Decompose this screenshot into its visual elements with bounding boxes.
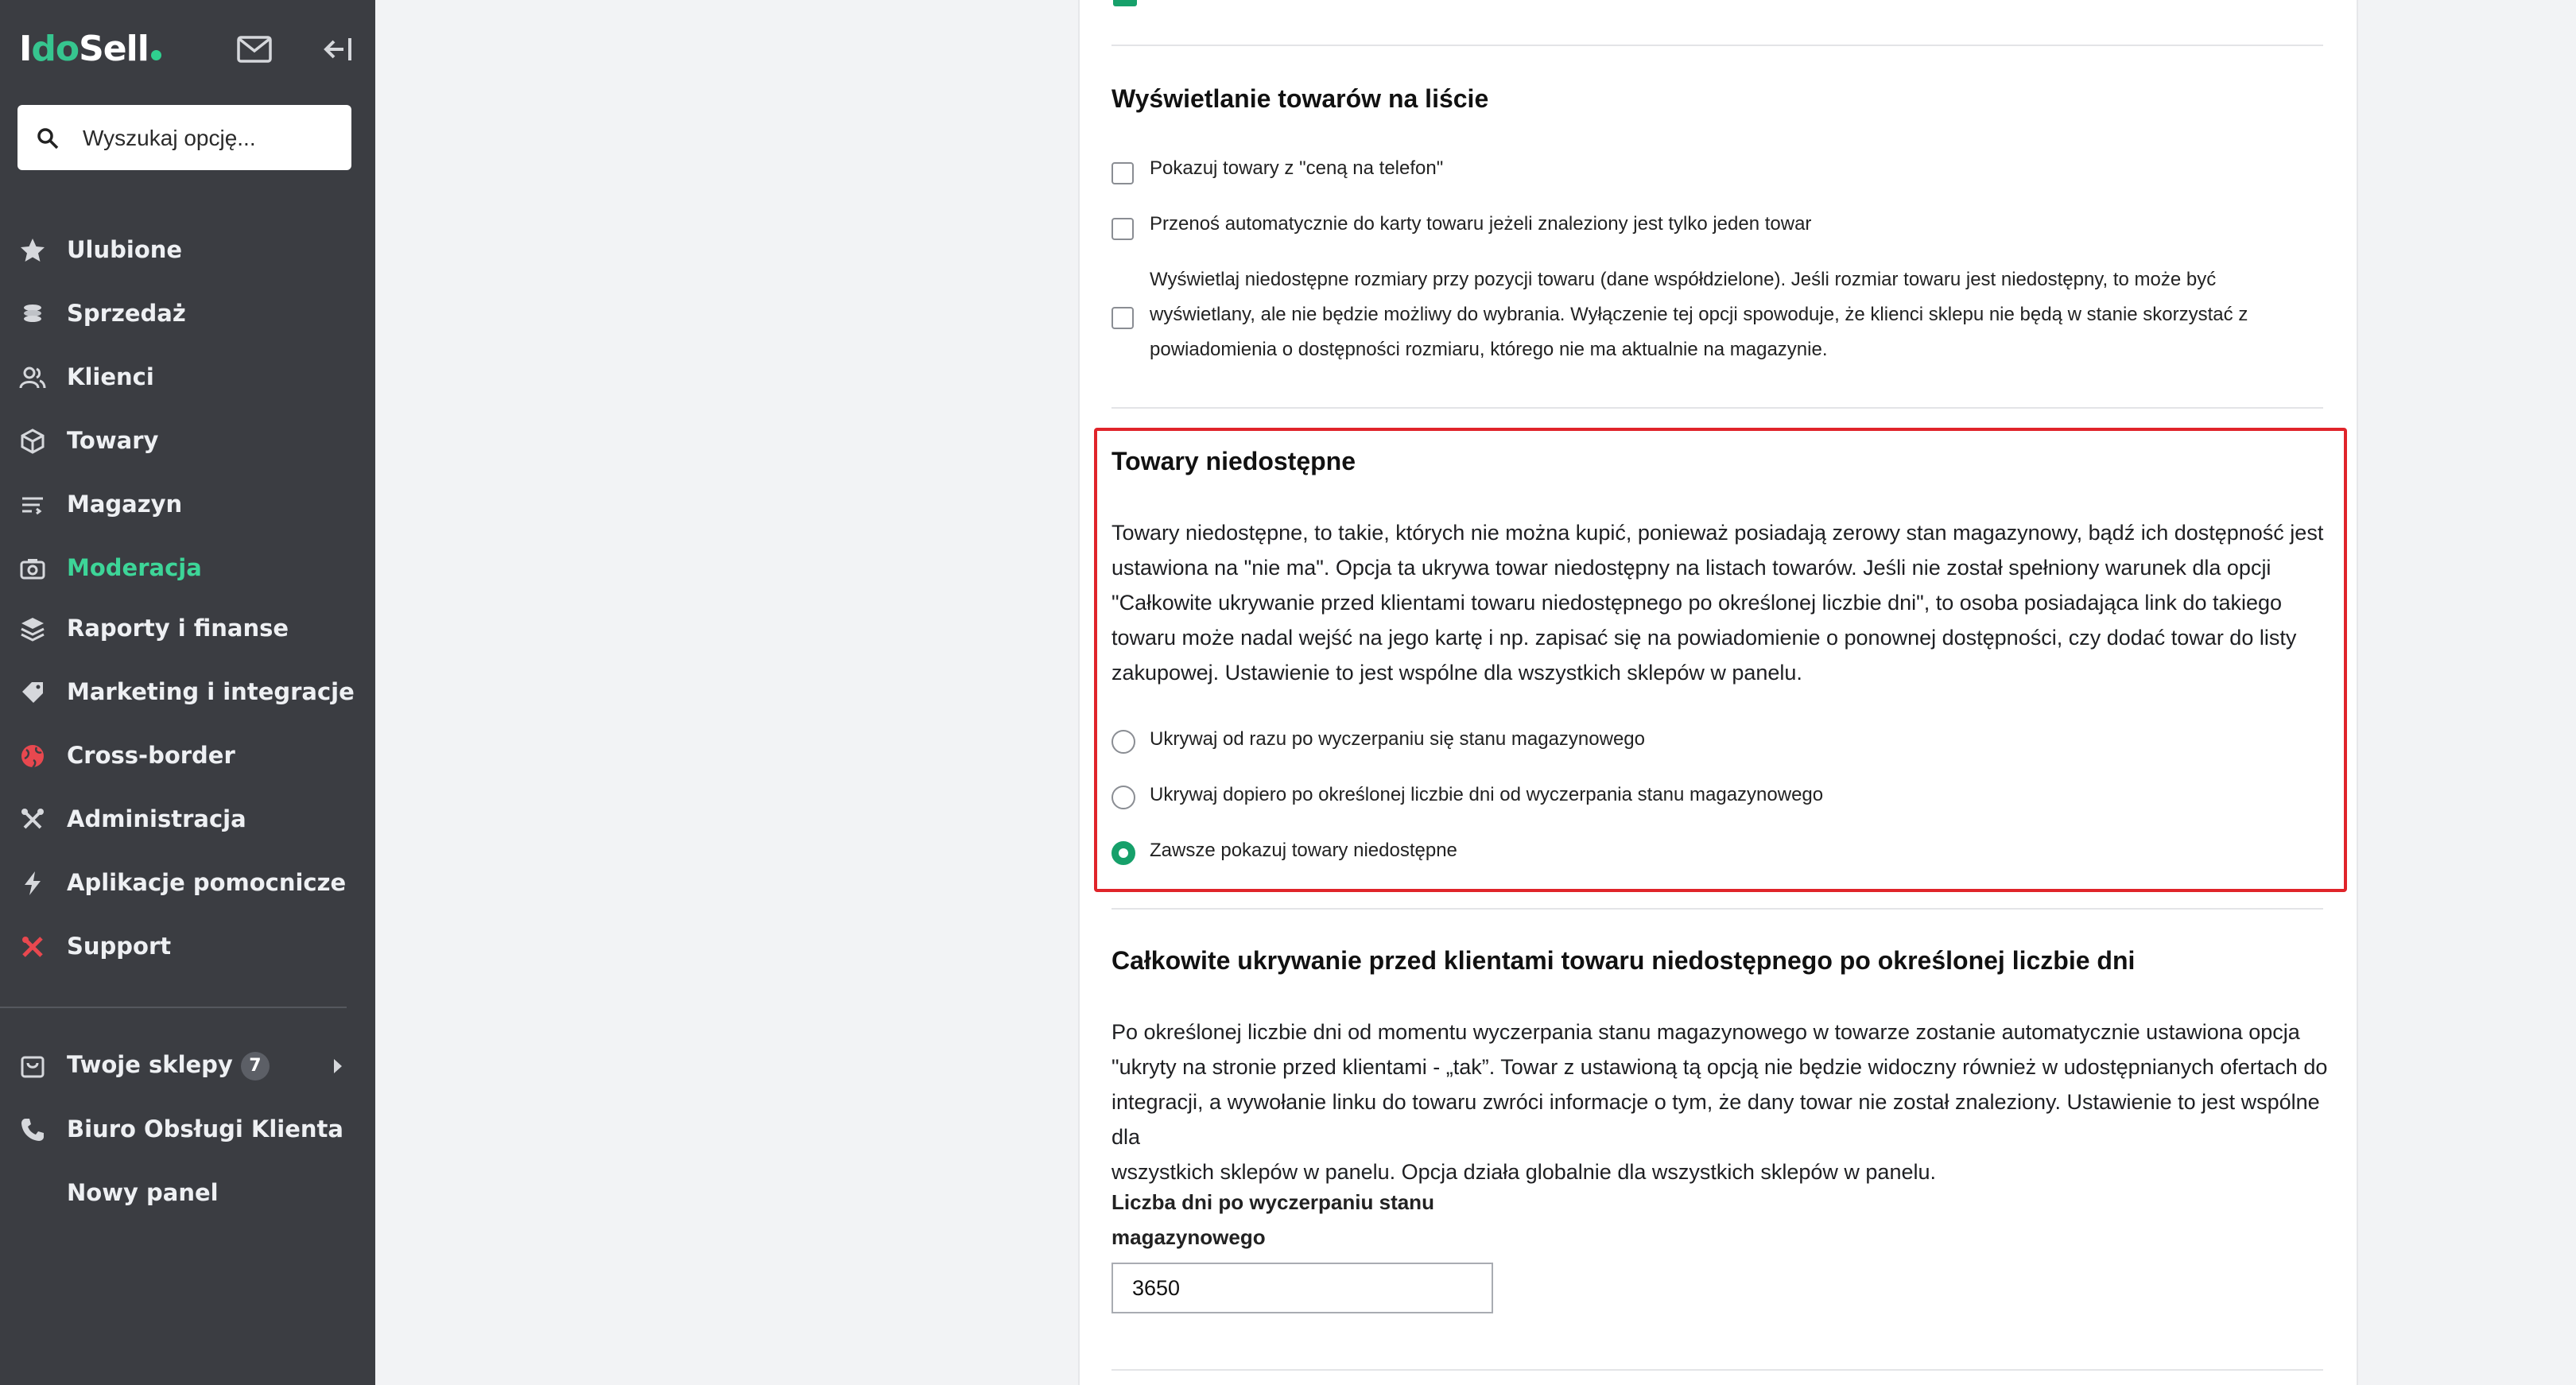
section-divider	[1111, 908, 2323, 910]
phone-price-checkbox[interactable]	[1111, 162, 1134, 184]
section-divider	[1111, 407, 2323, 409]
hiding-description: Po określonej liczbie dni od momentu wyczerpania stanu magazynowego w towarze zostanie automatycznie ustawiona opcja "ukryty na stronie przed klientami - „tak”. Towar z ustawioną tą opcją nie będzie widoczny również w udostępnianych ofertach do integracji, a wywołanie linku do towaru zwróci informacje o tym, że dany towar nie został znaleziony. Ustawienie to jest wspólne dla wszystkich sklepów w panelu. Opcja działa globalnie dla wszystkich sklepów w panelu.	[1111, 1020, 2328, 1184]
warehouse-icon	[19, 491, 46, 518]
tools-icon	[19, 806, 46, 833]
box-icon	[19, 428, 46, 455]
sidebar-item-biuro-obslugi[interactable]: Biuro Obsługi Klienta	[0, 1105, 375, 1153]
chevron-right-icon[interactable]	[332, 1057, 343, 1075]
collapse-sidebar-icon[interactable]	[323, 35, 353, 64]
sidebar-item-ulubione[interactable]: Ulubione	[0, 226, 375, 274]
sidebar-item-marketing[interactable]: Marketing i integracje	[0, 668, 375, 716]
radio-hide-after-days-label[interactable]: Ukrywaj dopiero po określonej liczbie dni od wyczerpania stanu magazynowego	[1150, 784, 1824, 805]
users-icon	[19, 364, 46, 391]
shops-count-badge: 7	[241, 1052, 270, 1080]
radio-always-show-label[interactable]: Zawsze pokazuj towary niedostępne	[1150, 840, 1457, 861]
sidebar-item-towary[interactable]: Towary	[0, 417, 375, 464]
search-icon	[37, 127, 59, 149]
sidebar-item-cross-border[interactable]: Cross-border	[0, 731, 375, 779]
sidebar-divider	[0, 1007, 347, 1008]
support-icon	[19, 933, 46, 960]
search-box[interactable]	[17, 105, 351, 170]
radio-hide-after-days[interactable]	[1111, 786, 1135, 809]
auto-redirect-label: Przenoś automatycznie do karty towaru jeżeli znaleziony jest tylko jeden towar	[1150, 213, 1812, 235]
search-input[interactable]	[81, 118, 339, 159]
tag-icon	[19, 679, 46, 706]
checked-checkbox-partial[interactable]	[1113, 0, 1137, 6]
option-auto-redirect[interactable]	[1111, 207, 2304, 242]
phone-icon	[19, 1116, 46, 1143]
bolt-icon	[19, 870, 46, 897]
phone-price-label: Pokazuj towary z "ceną na telefon"	[1150, 157, 1444, 179]
radio-hide-immediately[interactable]	[1111, 730, 1135, 754]
listing-section-title: Wyświetlanie towarów na liście	[1111, 84, 1489, 113]
hiding-section-title: Całkowite ukrywanie przed klientami towaru niedostępnego po określonej liczbie dni	[1111, 946, 2136, 975]
shops-label: Twoje sklepy	[67, 1050, 233, 1078]
mail-icon[interactable]	[237, 35, 272, 64]
coins-icon	[19, 301, 46, 328]
days-field-label: Liczba dni po wyczerpaniu stanu magazynowego	[1111, 1190, 1434, 1249]
option-unavailable-sizes[interactable]	[1111, 262, 2304, 369]
sidebar-item-raporty[interactable]: Raporty i finanse	[0, 604, 375, 652]
unavailable-section-title: Towary niedostępne	[1111, 447, 1356, 475]
sidebar-item-twoje-sklepy[interactable]	[0, 1042, 375, 1089]
shop-bag-icon	[19, 1053, 46, 1080]
star-icon	[19, 237, 46, 264]
globe-icon	[19, 743, 46, 770]
auto-redirect-checkbox[interactable]	[1111, 218, 1134, 240]
camera-icon	[19, 555, 46, 582]
sidebar-item-aplikacje[interactable]: Aplikacje pomocnicze	[0, 859, 375, 906]
sidebar-item-nowy-panel[interactable]: Nowy panel	[67, 1179, 219, 1206]
unavailable-sizes-checkbox[interactable]	[1111, 307, 1134, 329]
radio-always-show[interactable]	[1111, 841, 1135, 865]
unavailable-description: Towary niedostępne, to takie, których nie można kupić, ponieważ posiadają zerowy stan magazynowy, bądź ich dostępność jest ustawiona na "nie ma". Opcja ta ukrywa towar niedostępny na listach towarów. Jeśli nie został spełniony warunek dla opcji "Całkowite ukrywanie przed klientami towaru niedostępnego po określonej liczbie dni", to osoba posiadająca link do takiego towaru może nadal wejść na jego kartę i np. zapisać się na powiadomienie o ponownej dostępności, czy dodać towar do listy zakupowej. Ustawienie to jest wspólne dla wszystkich sklepów w panelu.	[1111, 521, 2324, 685]
sidebar-item-administracja[interactable]: Administracja	[0, 795, 375, 843]
sidebar-item-magazyn[interactable]: Magazyn	[0, 480, 375, 528]
sidebar-item-moderacja[interactable]: Moderacja	[0, 544, 375, 592]
sidebar	[0, 0, 375, 1385]
section-divider	[1111, 1369, 2323, 1371]
sidebar-item-klienci[interactable]: Klienci	[0, 353, 375, 401]
radio-hide-immediately-label[interactable]: Ukrywaj od razu po wyczerpaniu się stanu magazynowego	[1150, 728, 1645, 750]
layers-icon	[19, 615, 46, 642]
sidebar-item-sprzedaz[interactable]: Sprzedaż	[0, 289, 375, 337]
sidebar-item-support[interactable]: Support	[0, 922, 375, 970]
option-phone-price[interactable]	[1111, 151, 2304, 186]
idosell-logo[interactable]: IdoSell	[19, 29, 161, 69]
days-input[interactable]	[1111, 1263, 1493, 1313]
unavailable-sizes-label: Wyświetlaj niedostępne rozmiary przy pozycji towaru (dane współdzielone). Jeśli rozmiar towaru jest niedostępny, to może być wyświetlany, ale nie będzie możliwy do wybrania. Wyłączenie tej opcji spowoduje, że klienci sklepu nie będą w stanie skorzystać z powiadomienia o dostępności rozmiaru, którego nie ma aktualnie na magazynie.	[1150, 269, 2248, 360]
section-divider	[1111, 45, 2323, 46]
